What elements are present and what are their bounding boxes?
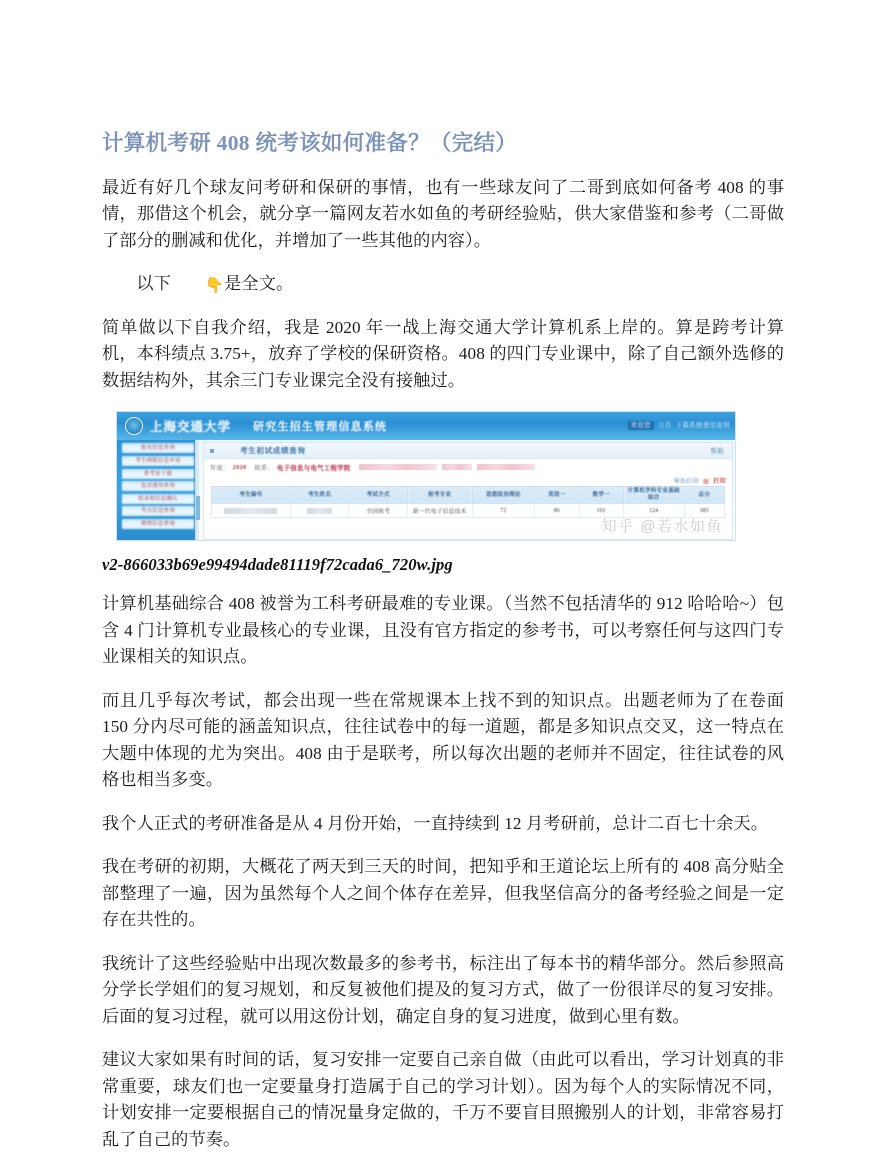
- dept-value: 电子信息与电气工程学院: [276, 464, 351, 472]
- col-total: 总分: [684, 487, 724, 504]
- cell-cs408: 124: [623, 504, 684, 518]
- embedded-screenshot: [116, 411, 736, 541]
- redacted-block-1: [359, 464, 437, 470]
- sidebar-item-wangbao[interactable]: 考生网报信息申请: [122, 456, 194, 466]
- sidebar-scrollbar-thumb[interactable]: [196, 496, 200, 520]
- dept-label: 院系：: [254, 464, 274, 472]
- shot-top-links[interactable]: [628, 420, 730, 429]
- article-content: [102, 130, 784, 1170]
- paragraph-research-phase: 我在考研的初期，大概花了两天到三天的时间，把知乎和王道论坛上所有的 408 高分贴全部整理了一遍，因为虽然每个人之间个体存在差异，但我坚信高分的备考经验之间是一定存在共性的。: [102, 857, 784, 930]
- sidebar-item-kaodian[interactable]: 考点信息查询: [122, 506, 194, 516]
- redacted-name: [307, 508, 333, 514]
- figure-score-screenshot: [116, 411, 736, 541]
- image-filename-caption: v2-866033b69e99494dade81119f72cada6_720w.jpg: [102, 555, 453, 575]
- paragraph-advice: 建议大家如果有时间的话，复习安排一定要自己亲自做（由此可以看出，学习计划真的非常重要，球友们也一定要量身打造属于自己的学习计划）。因为每个人的实际情况不同，计划安排一定要根据自己的情况量身定做的，千万不要盲目照搬别人的计划，非常容易打乱了自己的节奏。: [102, 1050, 784, 1149]
- cell-english: 86: [535, 504, 579, 518]
- shot-header-bar: [117, 412, 736, 440]
- sjtu-logo-icon: [125, 417, 143, 435]
- system-name: 研究生招生管理信息系统: [253, 421, 388, 434]
- year-label: 年度：: [210, 464, 230, 472]
- export-label[interactable]: 导出打印: [673, 479, 700, 486]
- fulltext-note-after: 是全文。: [224, 274, 294, 294]
- sidebar-item-nilüqu[interactable]: 拟录取信息确认: [122, 494, 194, 504]
- col-politics: 思想政治理论: [472, 487, 535, 504]
- redacted-exam-no: [224, 508, 277, 514]
- page-title: 计算机考研 408 统考该如何准备？（完结）: [102, 131, 518, 155]
- sidebar-item-tiaoji[interactable]: 调剂信息查询: [122, 519, 194, 529]
- zhihu-watermark: 知乎 @若水如鱼: [601, 518, 723, 536]
- col-name: 考生姓名: [290, 487, 349, 504]
- sidebar-item-zhunkaozheng[interactable]: 准考证下载: [122, 469, 194, 479]
- paragraph-self-intro: 简单做以下自我介绍，我是 2020 年一战上海交通大学计算机系上岸的。算是跨考计算机，本科绩点 3.75+，放弃了学校的保研资格。408 的四门专业课中，除了自己额外选修的数据结构外，其余三门专业课完全没有接触过。: [102, 317, 784, 390]
- help-link[interactable]: 帮助: [710, 448, 724, 456]
- pointing-down-hand-icon: 👇: [205, 276, 225, 295]
- cell-major: 新一代电子信息技术: [407, 504, 472, 518]
- col-math: 数学一: [579, 487, 623, 504]
- paragraph-intro: 最近有好几个球友问考研和保研的事情，也有一些球友问了二哥到底如何备考 408 的事情，那借这个机会，就分享一篇网友若水如鱼的考研经验贴，供大家借鉴和参考（二哥做了部分的删减和优化，并增加了一些其他的内容）。: [102, 177, 784, 250]
- cell-name: [290, 504, 349, 518]
- filter-row: [204, 459, 732, 475]
- table-header-row: [212, 487, 725, 504]
- shot-sidebar: [117, 440, 199, 541]
- fulltext-note-before: 以下: [136, 274, 171, 294]
- toolbar-row: [204, 475, 732, 486]
- redacted-block-3: [477, 464, 535, 470]
- col-cs408: 计算机学科专业基础综合: [623, 487, 684, 504]
- cell-exam-no: [212, 504, 291, 518]
- paragraph-books-plan: 我统计了这些经验贴中出现次数最多的参考书，标注出了每本书的精华部分。然后参照高分学长学姐们的复习规划，和反复被他们提及的复习方式，做了一份很详尽的复习安排。后面的复习过程，就可以用这份计划，确定自身的复习进度，做到心里有数。: [102, 953, 784, 1026]
- paragraph-timeline: 我个人正式的考研准备是从 4 月份开始，一直持续到 12 月考研前，总计二百七十余天。: [102, 813, 769, 833]
- print-label[interactable]: 打印: [713, 479, 726, 486]
- export-print-tools[interactable]: [674, 476, 727, 485]
- cell-exam-type: 全国统考: [349, 504, 408, 518]
- redacted-block-2: [442, 464, 472, 470]
- top-link-manual[interactable]: 下载系统使用说明: [675, 422, 730, 430]
- cell-math: 101: [579, 504, 623, 518]
- printer-icon[interactable]: ▤: [703, 479, 710, 486]
- sidebar-scrollbar[interactable]: [195, 440, 199, 541]
- sidebar-item-baoming[interactable]: 报名信息查询: [122, 443, 194, 453]
- cell-politics: 72: [472, 504, 535, 518]
- col-major: 报考专业: [407, 487, 472, 504]
- university-name: 上海交通大学: [150, 420, 232, 435]
- col-english: 英语一: [535, 487, 579, 504]
- paragraph-exam-style: 而且几乎每次考试，都会出现一些在常规课本上找不到的知识点。出题老师为了在卷面 150 分内尽可能的涵盖知识点，往往试卷中的每一道题，都是多知识点交叉，这一特点在大题中体现的尤为突出。408 由于是联考，所以每次出题的老师并不固定，往往试卷的风格也相当多变。: [102, 690, 784, 790]
- breadcrumb-page-title: 考生初试成绩查询: [240, 446, 306, 456]
- top-link-notice[interactable]: 公告: [658, 422, 672, 430]
- top-link-welcome[interactable]: 欢迎您: [628, 421, 654, 430]
- shot-main-panel: [203, 442, 733, 540]
- col-exam-no: 考生编号: [212, 487, 291, 504]
- paragraph-408-intro: 计算机基础综合 408 被誉为工科考研最难的专业课。（当然不包括清华的 912 哈哈哈~）包含 4 门计算机专业最核心的专业课，且没有官方指定的参考书，可以考察任何与这四门专业课相关的知识点。: [102, 594, 784, 667]
- breadcrumb-bullet-icon: [210, 449, 214, 453]
- sidebar-item-fushi[interactable]: 复试通知查询: [122, 481, 194, 491]
- col-exam-type: 考试方式: [349, 487, 408, 504]
- year-value: 2020: [232, 463, 247, 471]
- breadcrumb: [204, 443, 732, 459]
- score-table: [211, 486, 725, 518]
- table-row: [212, 504, 725, 518]
- cell-total: 385: [684, 504, 724, 518]
- paragraph-fulltext-note: [102, 271, 784, 298]
